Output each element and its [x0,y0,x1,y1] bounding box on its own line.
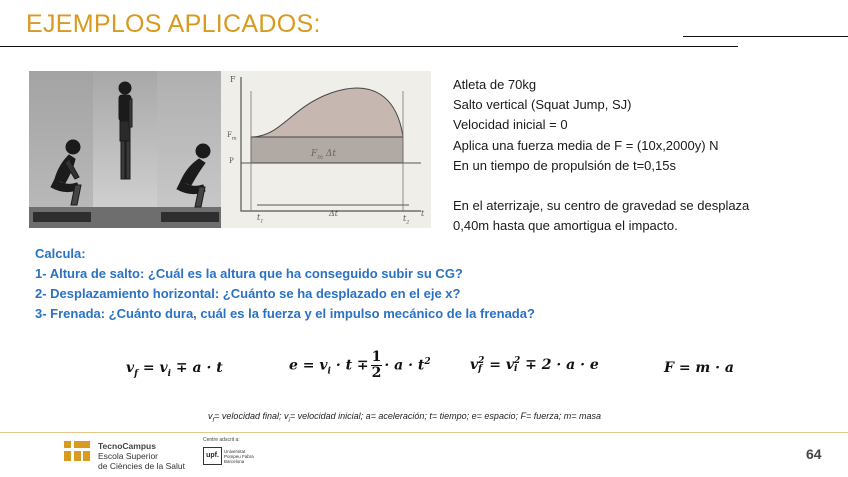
questions-heading: Calcula: [35,246,86,261]
graph-x-label-t1: $t_1$ [257,213,264,225]
partner-label: Centre adscrit a: [203,437,240,443]
question-item: 2- Desplazamiento horizontal: ¿Cuánto se ha desplazado en el eje x? [35,286,461,301]
graph-x-axis-label: t [421,209,425,218]
force-time-graph [221,71,431,228]
questions-block [35,244,535,324]
graph-y-label-p: P [229,157,234,165]
graph-y-label-fm: $F_m$ [227,131,237,142]
graph-y-label-f: F [230,75,236,84]
graph-area-label: $F_m$ Δt [311,149,336,161]
title-divider [0,46,738,47]
equation-velocity-squared: v 2 f = v 2 i ∓ 2 · a · e [470,356,599,374]
graph-x-label-t2: $t_2$ [403,214,410,226]
symbols-legend: $v_f=$ velocidad final; $v_i=$ velocidad inicial; a= aceleración; t= tiempo; e= espacio; F= fuerza; m= masa [208,411,601,424]
tecnocampus-logo-icon [64,441,90,466]
school-name: TecnoCampus Escola Superior de Ciències de la Salut [98,441,185,471]
info-line: Velocidad inicial = 0 [453,117,568,133]
upf-logo-icon: upf. [203,447,222,465]
problem-statement [453,75,749,236]
info-line: 0,40m hasta que amortigua el impacto. [453,218,678,234]
info-line: Aplica una fuerza media de F = (10x,2000y) N [453,137,719,153]
graph-x-label-dt: Δt [329,209,338,218]
footer-divider [0,432,848,433]
equation-newton: F = m · a [664,360,734,376]
info-line: Atleta de 70kg [453,77,537,92]
upf-name: Universitat Pompeu Fabra Barcelona [224,449,254,464]
squat-jump-photo [29,71,221,228]
info-line: En el aterrizaje, su centro de gravedad se desplaza [453,198,750,214]
info-line: Salto vertical (Squat Jump, SJ) [453,97,632,113]
equation-final-velocity: $v_f = v_i \mp a \cdot t$ [126,360,223,379]
info-line: En un tiempo de propulsión de t=0,15s [453,157,676,173]
question-item: 3- Frenada: ¿Cuánto dura, cuál es la fuerza y el impulso mecánico de la frenada? [35,306,535,321]
page-title: EJEMPLOS APLICADOS: [26,10,321,38]
equation-displacement: $e = v_i \cdot t$ ∓ $\frac{1}{2}$ · $a \cdot t^2$ [289,349,431,381]
page-number: 64 [806,446,822,462]
title-divider-right [683,36,848,37]
question-item: 1- Altura de salto: ¿Cuál es la altura que ha conseguido subir su CG? [35,266,463,281]
